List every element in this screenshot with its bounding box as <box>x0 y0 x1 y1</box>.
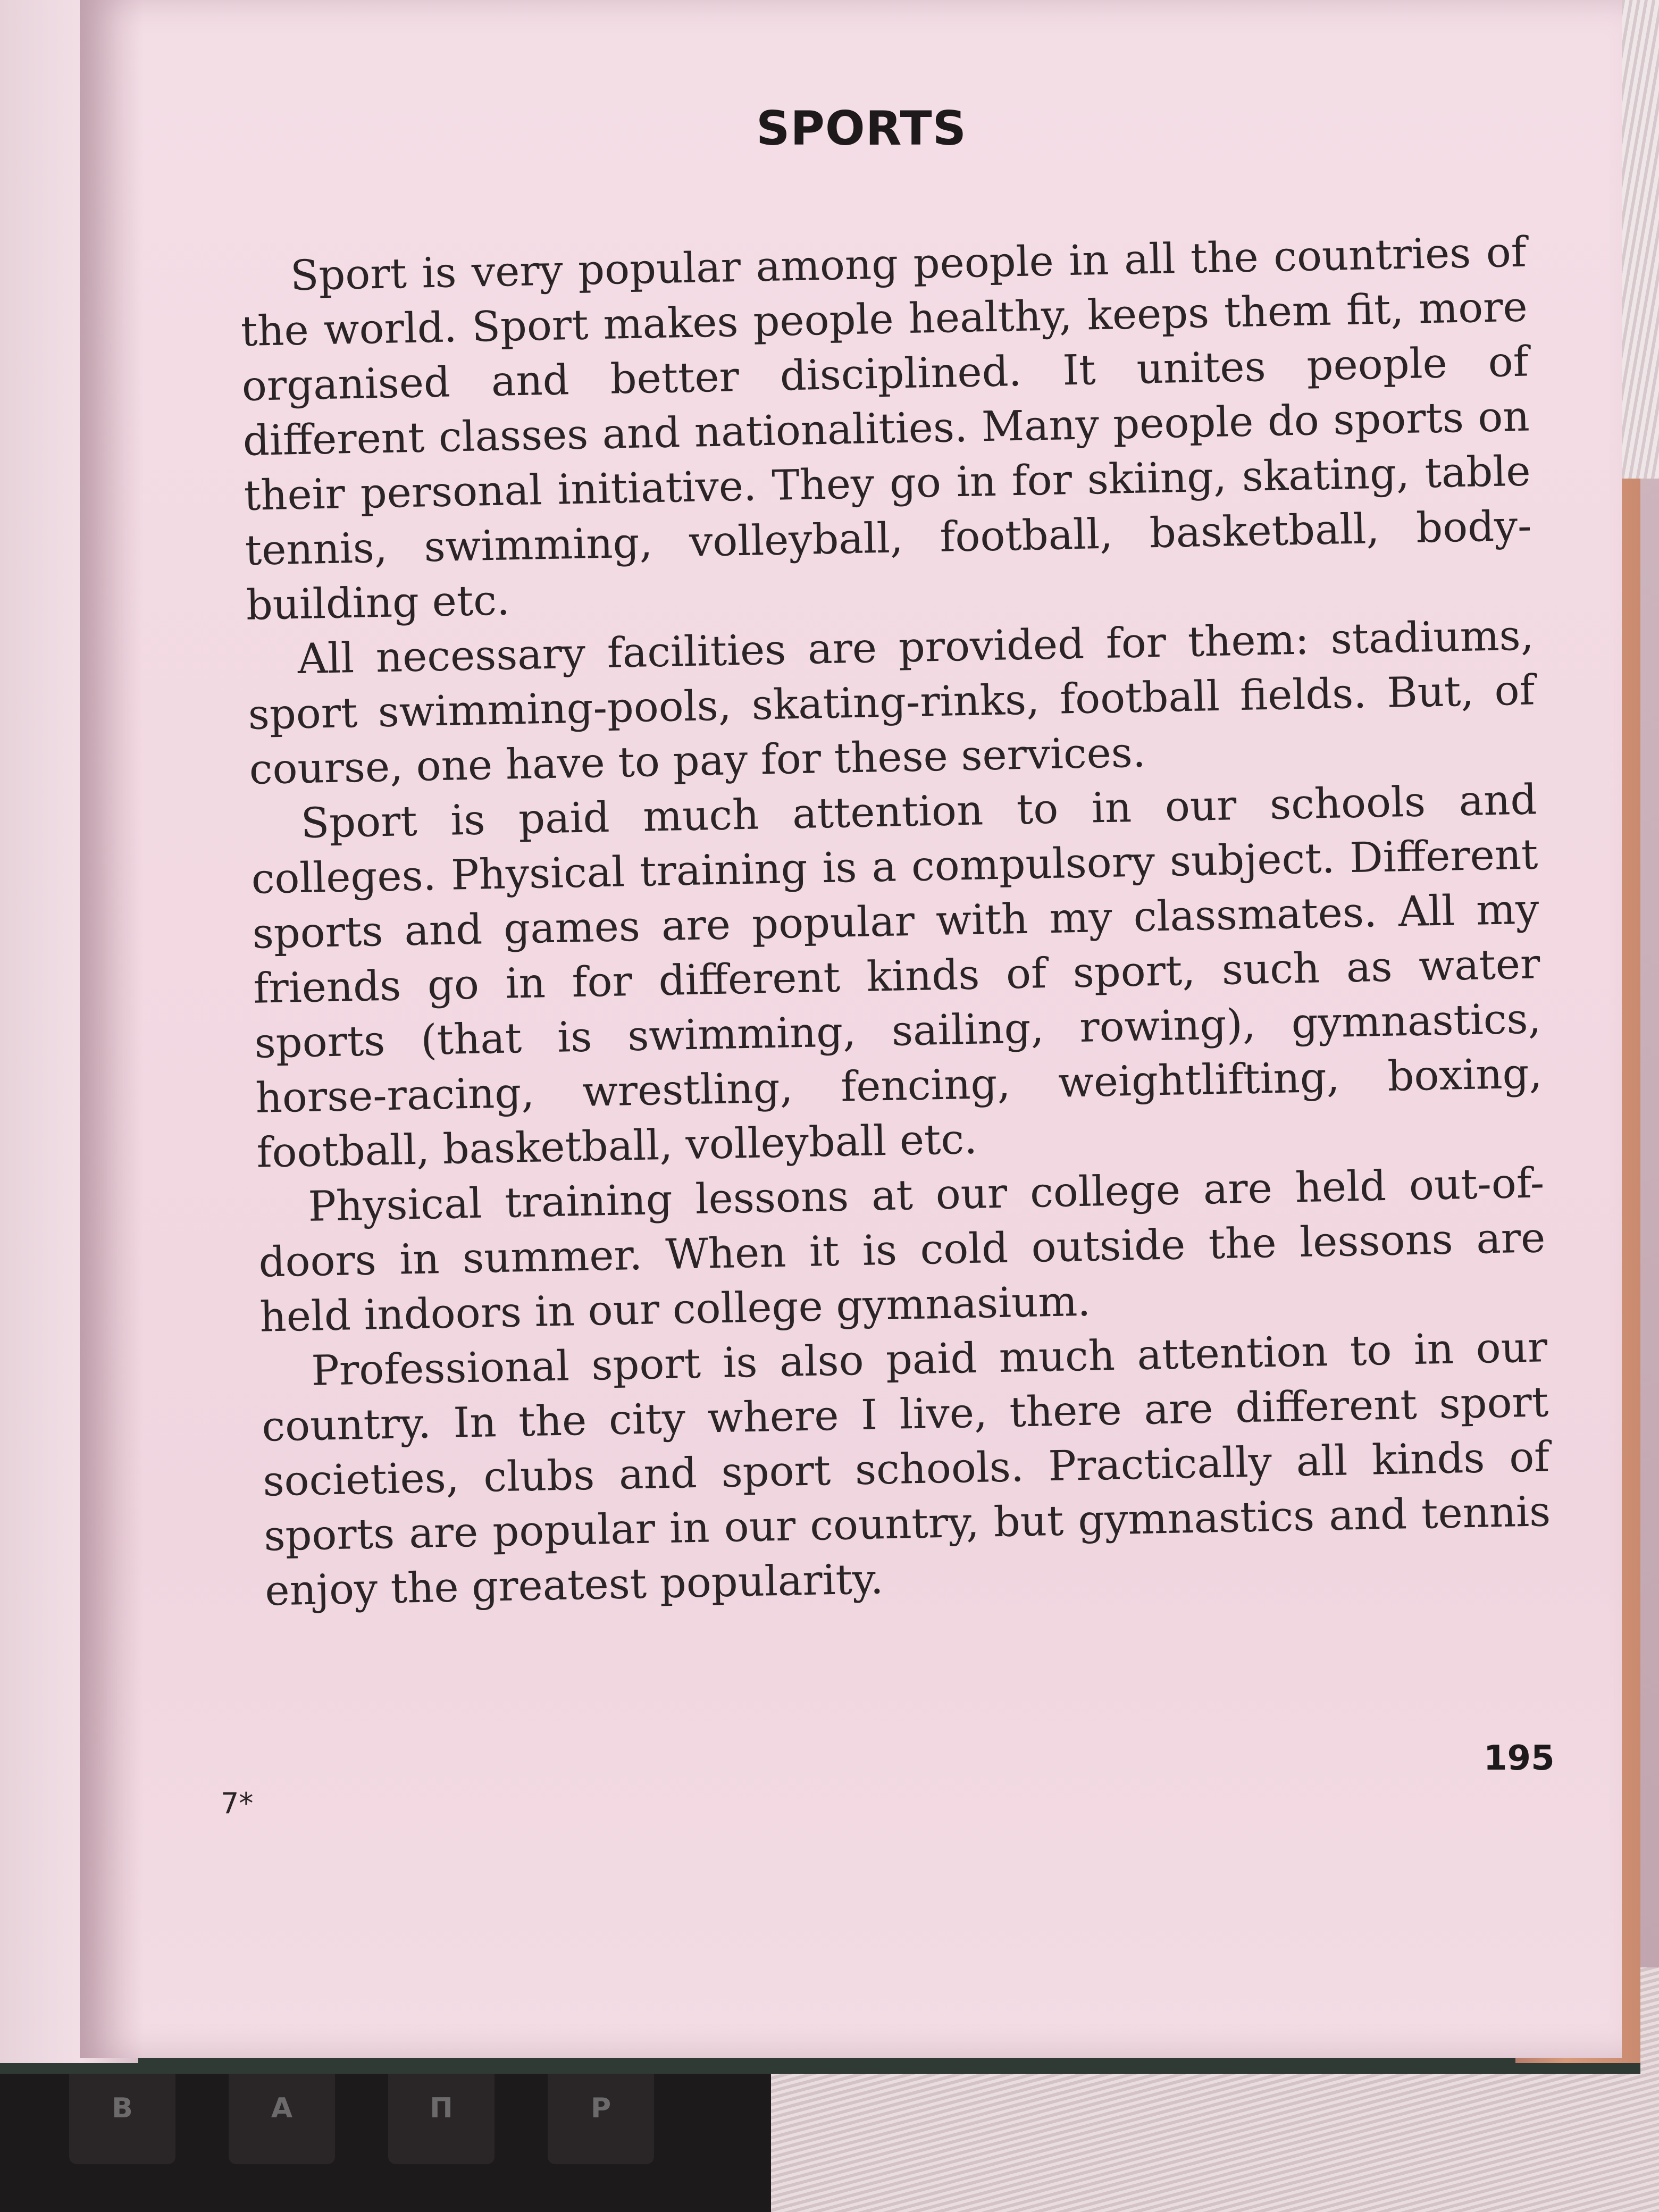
paragraph: Sport is paid much attention to in our schools and colleges. Physical training is a compulsory subject. Different sports and games are popular with my classmates. All my friends go in for different kinds of sport, such as water sports (that is swimming, sailing, rowing), gymnastics, horse-racing, wrestling, fencing, weightlifting, boxing, football, basketball, volleyball etc. <box>250 776 1543 1177</box>
page-number: 195 <box>1484 1739 1555 1778</box>
book-page <box>80 0 1622 2058</box>
page-title: SPORTS <box>756 101 967 156</box>
keyboard-key: A <box>229 2052 335 2164</box>
paragraph: Professional sport is also paid much attention to in our country. In the city where I live, there are different sport societies, clubs and sport schools. Practically all kinds of sports are popular in our country, but gymnastics and tennis enjoy the greatest popularity. <box>261 1323 1551 1615</box>
gutter-shadow <box>80 0 144 2058</box>
paragraph: Sport is very popular among people in all the countries of the world. Sport makes people healthy, keeps them fit, more organised and better disciplined. It unites people of different classes and nationalities. Many people do sports on their personal initiative. They go in for skiing, skating, table tennis, swimming, volleyball, football, basketball, body-building etc. <box>240 228 1532 630</box>
signature-mark: 7* <box>221 1787 254 1820</box>
paragraph: Physical training lessons at our college are held out-of-doors in summer. When it is cold outside the lessons are held indoors in our college gymnasium. <box>258 1159 1546 1342</box>
keyboard-key: Р <box>548 2052 654 2164</box>
keyboard-key: B <box>69 2052 175 2164</box>
page-body <box>239 225 1552 1619</box>
keyboard-key: П <box>388 2052 495 2164</box>
paragraph: All necessary facilities are provided for them: stadiums, sport swimming-pools, skating-rinks, football fields. But, of course, one have to pay for these services. <box>247 611 1536 794</box>
